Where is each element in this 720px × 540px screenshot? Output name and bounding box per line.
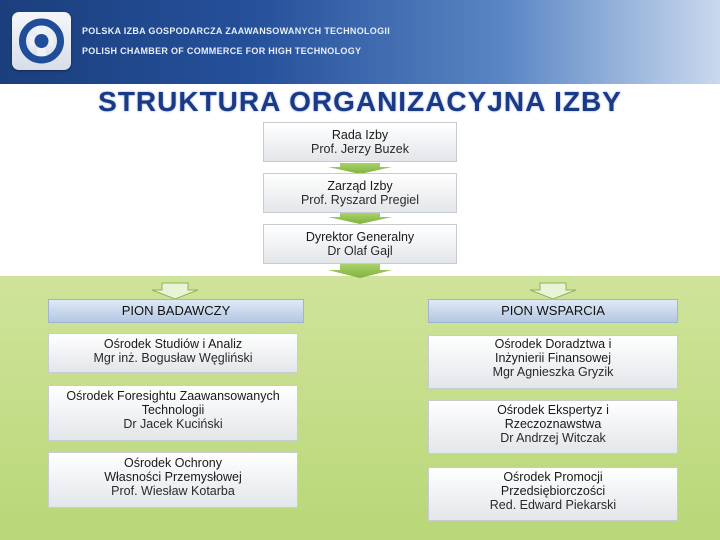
zarzad-izby-title: Zarząd Izby [327, 179, 393, 193]
arrow-zarzad-to-dyrektor [328, 213, 392, 224]
right-unit-person: Mgr Agnieszka Gryzik [492, 365, 614, 379]
right-unit-box [428, 400, 678, 454]
arrow-to-pion-wsparcia [530, 283, 576, 299]
rada-izby-box [263, 122, 457, 162]
arrow-to-pion-badawczy [152, 283, 198, 299]
right-unit-name: Ośrodek Doradztwa i Inżynierii Finansowej [494, 337, 612, 365]
left-unit-name: Ośrodek Ochrony Własności Przemysłowej [104, 456, 242, 484]
right-unit-name: Ośrodek Ekspertyz i Rzeczoznawstwa [497, 403, 609, 431]
left-unit-box [48, 333, 298, 373]
left-unit-name: Ośrodek Studiów i Analiz [103, 337, 243, 351]
rada-izby-person: Prof. Jerzy Buzek [311, 142, 409, 156]
right-unit-box [428, 335, 678, 389]
pion-badawczy-header: PION BADAWCZY [48, 299, 304, 323]
dyrektor-generalny-title: Dyrektor Generalny [305, 230, 415, 244]
right-unit-name: Ośrodek Promocji Przedsiębiorczości [500, 470, 606, 498]
dyrektor-generalny-person: Dr Olaf Gajl [327, 244, 393, 258]
page-title: STRUKTURA ORGANIZACYJNA IZBY [98, 86, 622, 117]
left-unit-person: Mgr inż. Bogusław Węgliński [93, 351, 253, 365]
right-unit-person: Red. Edward Piekarski [489, 498, 617, 512]
left-unit-person: Prof. Wiesław Kotarba [111, 484, 235, 498]
right-unit-box [428, 467, 678, 521]
pion-wsparcia-header: PION WSPARCIA [428, 299, 678, 323]
left-unit-box [48, 452, 298, 508]
arrow-dyrektor-to-divisions [328, 264, 392, 278]
left-unit-box [48, 385, 298, 441]
org-name-polish: POLSKA IZBA GOSPODARCZA ZAAWANSOWANYCH TECHNOLOGII [82, 26, 391, 36]
left-unit-person: Dr Jacek Kuciński [123, 417, 223, 431]
left-unit-name: Ośrodek Foresightu Zaawansowanych Technologii [66, 389, 280, 417]
right-unit-person: Dr Andrzej Witczak [500, 431, 606, 445]
rada-izby-title: Rada Izby [331, 128, 389, 142]
zarzad-izby-box [263, 173, 457, 213]
org-name-english: POLISH CHAMBER OF COMMERCE FOR HIGH TECHNOLOGY [82, 46, 362, 56]
dyrektor-generalny-box [263, 224, 457, 264]
zarzad-izby-person: Prof. Ryszard Pregiel [300, 193, 420, 207]
